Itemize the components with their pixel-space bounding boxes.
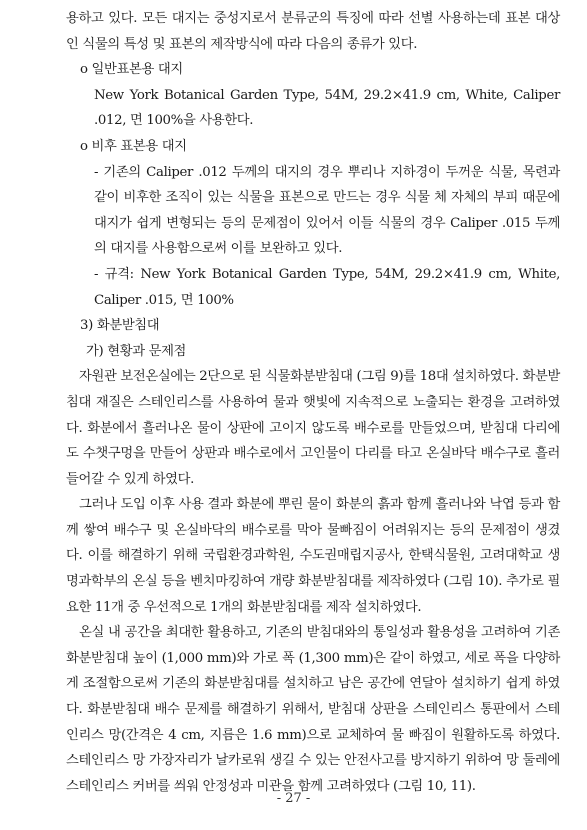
intro-paragraph: 용하고 있다. 모든 대지는 중성지로서 분류군의 특징에 따라 선별 사용하는데 표본 대상인 식물의 특성 및 표본의 제작방식에 따라 다음의 종류가 있다.: [66, 11, 560, 52]
thick-sheet-spec: - 규격: New York Botanical Garden Type, 54M, 29.2×41.9 cm, White, Caliper .015, 면 100%: [94, 266, 560, 308]
general-sheet-heading: o 일반표본용 대지: [80, 62, 183, 78]
subsection-heading-status: 가) 현황과 문제점: [86, 343, 187, 359]
thick-sheet-description: - 기존의 Caliper .012 두께의 대지의 경우 뿌리나 지하경이 두꺼운 식물, 목련과 같이 비후한 조직이 있는 식물을 표본으로 만드는 경우 식물 체 자체의 부피 때문에 대지가 쉽게 변형되는 등의 문제점이 있어서 이들 식물의 경우 Caliper .015 두께의 대지를 사용함으로써 이를 보완하고 있다.: [94, 164, 560, 257]
status-paragraph-1: 자원관 보전온실에는 2단으로 된 식물화분받침대 (그림 9)를 18대 설치하였다. 화분받침대 재질은 스테인리스를 사용하여 물과 햇빛에 지속적으로 노출되는 환경을 고려하였다. 화분에서 흘러나온 물이 상판에 고이지 않도록 배수로를 만들었으며, 받침대 다리에도 수챗구멍을 만들어 상판과 배수로에서 고인물이 다리를 타고 온실바닥 배수구로 흘러들어갈 수 있게 하였다.: [66, 369, 560, 487]
general-sheet-spec: New York Botanical Garden Type, 54M, 29.2×41.9 cm, White, Caliper .012, 면 100%을 사용한다.: [94, 87, 560, 129]
status-paragraph-3: 온실 내 공간을 최대한 활용하고, 기존의 받침대와의 통일성과 활용성을 고려하여 기존 화분받침대 높이 (1,000 mm)와 가로 폭 (1,300 mm)은 같이 하였고, 세로 폭을 다양하게 조절함으로써 기존의 화분받침대를 설치하고 남은 공간에 연달아 설치하기 쉽게 하였다. 화분받침대 배수 문제를 해결하기 위해서, 받침대 상판을 스테인리스 통판에서 스테인리스 망(간격은 4 cm, 지름은 1.6 mm)으로 교체하여 물 빠짐이 원활하도록 하였다. 스테인리스 망 가장자리가 날카로워 생길 수 있는 안전사고를 방지하기 위하여 망 둘레에 스테인리스 커버를 씌워 안정성과 미관을 함께 고려하였다 (그림 10, 11).: [66, 625, 560, 794]
page-number: - 27 -: [276, 791, 311, 806]
section-heading-pot-stand: 3) 화분받침대: [80, 318, 160, 334]
status-paragraph-2: 그러나 도입 이후 사용 결과 화분에 뿌린 물이 화분의 흙과 함께 흘러나와 낙엽 등과 함께 쌓여 배수구 및 온실바닥의 배수로를 막아 물빠짐이 어려워지는 등의 문제점이 생겼다. 이를 해결하기 위해 국립환경과학원, 수도권매립지공사, 한택식물원, 고려대학교 생명과학부의 온실 등을 벤치마킹하여 개량 화분받침대를 제작하였다 (그림 10). 추가로 필요한 11개 중 우선적으로 1개의 화분받침대를 제작 설치하였다.: [66, 497, 560, 615]
page-body: [66, 6, 560, 799]
thick-sheet-heading: o 비후 표본용 대지: [80, 138, 187, 154]
